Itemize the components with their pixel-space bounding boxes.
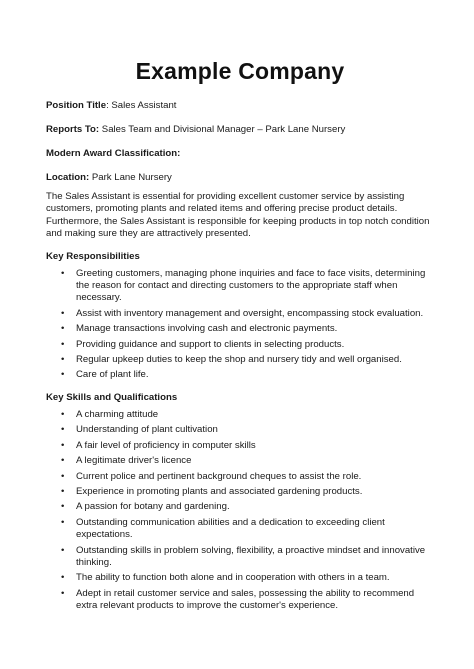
position-title-label: Position Title (46, 100, 107, 111)
responsibility-item (46, 354, 434, 366)
bullet-icon: • (61, 516, 65, 528)
position-title-field (46, 99, 434, 112)
reports-to-label: Reports To: (46, 124, 100, 135)
bullet-icon: • (61, 323, 65, 335)
bullet-icon: • (61, 572, 65, 584)
reports-to-field (46, 123, 434, 136)
skill-item-text: A legitimate driver's licence (76, 455, 192, 467)
bullet-icon: • (61, 424, 65, 436)
bullet-icon: • (61, 338, 65, 350)
bullet-icon: • (61, 354, 65, 366)
bullet-icon: • (61, 587, 65, 599)
reports-to-value: Sales Team and Divisional Manager – Park Lane Nursery (99, 124, 346, 135)
skill-item (46, 517, 434, 542)
skill-item-text: The ability to function both alone and in cooperation with others in a team. (76, 572, 390, 584)
bullet-icon: • (61, 455, 65, 467)
skill-item (46, 588, 434, 613)
bullet-icon: • (61, 439, 65, 451)
bullet-icon: • (61, 369, 65, 381)
bullet-icon: • (61, 408, 65, 420)
skill-item (46, 572, 434, 584)
responsibility-item-text: Providing guidance and support to clients in selecting products. (76, 338, 345, 350)
skill-item-text: A charming attitude (76, 408, 159, 420)
responsibility-item-text: Care of plant life. (76, 369, 149, 381)
responsibility-item (46, 308, 434, 320)
position-title-value: : Sales Assistant (106, 100, 177, 111)
responsibility-item-text: Manage transactions involving cash and electronic payments. (76, 323, 338, 335)
responsibility-item-text: Greeting customers, managing phone inquiries and face to face visits, determining the reason for contact and directing customers to the appropriate staff when necessary. (76, 267, 426, 304)
location-label: Location: (46, 172, 90, 183)
location-value: Park Lane Nursery (89, 172, 172, 183)
responsibility-item (46, 369, 434, 381)
skill-item-text: Experience in promoting plants and associated gardening products. (76, 485, 363, 497)
key-skills-heading: Key Skills and Qualifications (46, 391, 178, 403)
bullet-icon: • (61, 307, 65, 319)
key-responsibilities-heading: Key Responsibilities (46, 250, 140, 262)
skill-item-text: Outstanding skills in problem solving, flexibility, a proactive mindset and innovative thinking. (76, 544, 426, 568)
skill-item (46, 440, 434, 452)
award-classification-label: Modern Award Classification: (46, 148, 181, 159)
bullet-icon: • (61, 544, 65, 556)
skill-item-text: Adept in retail customer service and sales, possessing the ability to recommend extra relevant products to improve the customer's experience. (76, 587, 415, 612)
skill-item (46, 455, 434, 467)
skill-item (46, 486, 434, 498)
skill-item-text: A fair level of proficiency in computer skills (76, 439, 256, 451)
skill-item (46, 501, 434, 513)
skill-item-text: Outstanding communication abilities and a dedication to exceeding client expectations. (76, 516, 385, 541)
skill-item-text: Understanding of plant cultivation (76, 424, 218, 436)
skill-item (46, 424, 434, 436)
skill-item-text: A passion for botany and gardening. (76, 501, 230, 513)
skills-list (46, 409, 434, 613)
award-classification-field (46, 147, 434, 160)
responsibilities-list (46, 268, 434, 382)
responsibility-item (46, 339, 434, 351)
bullet-icon: • (61, 267, 65, 279)
skill-item (46, 471, 434, 483)
company-title: Example Company (135, 58, 345, 84)
role-description: The Sales Assistant is essential for providing excellent customer service by assisting customers, promoting plants and related items and offering precise product details. Furthermore, the Sales Assistant is responsible for keeping products in top notch condition and making sure they are attractively presented. (46, 191, 430, 240)
responsibility-item-text: Assist with inventory management and oversight, encompassing stock evaluation. (76, 307, 424, 319)
responsibility-item-text: Regular upkeep duties to keep the shop and nursery tidy and well organised. (76, 354, 402, 366)
skill-item-text: Current police and pertinent background cheques to assist the role. (76, 470, 362, 482)
location-field (46, 171, 434, 184)
skill-item (46, 409, 434, 421)
skill-item (46, 545, 434, 570)
bullet-icon: • (61, 485, 65, 497)
responsibility-item (46, 323, 434, 335)
bullet-icon: • (61, 501, 65, 513)
responsibility-item (46, 268, 434, 305)
bullet-icon: • (61, 470, 65, 482)
